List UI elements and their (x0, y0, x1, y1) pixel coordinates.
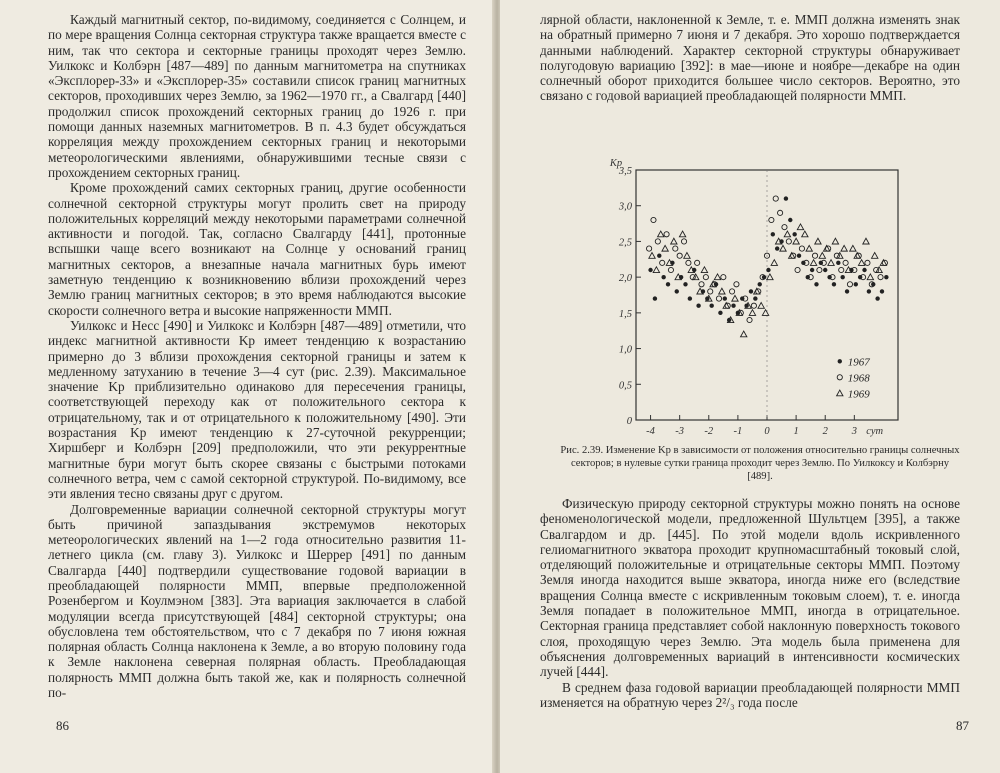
data-point-1968 (843, 260, 848, 265)
data-point-1968 (878, 275, 883, 280)
left-text-column (48, 12, 466, 700)
data-point-1968 (703, 275, 708, 280)
data-point-1968 (747, 317, 752, 322)
x-tick-label: 2 (822, 426, 828, 437)
data-point-1969 (802, 231, 808, 237)
data-point-1969 (793, 238, 799, 244)
left-paragraph-4: Долговременные вариации солнечной секторной структуры могут быть причиной запаздывания экстремумов некоторых метеорологических явлений на 1—2 года относительно развития 11-летнего цикла (см. главу 3). Уилкокс и Шеррер [491] по данным Свалгарда [440] подтвердили существование годовой вариации в преобладающей полярности ММП, впервые предположенной Розенбергом и Коулмэном [383]. Эта вариация заключается в слабой модуляции всегда присутствующей [484] секторной структуры; она обусловлена тем обстоятельством, что с 7 декабря по 7 июня южная полярная область Солнца наклонена к Земле, а во вторую половину года к Земле наклонена северная полярная область. Преобладающая полярность ММП должна быть такой же, как и полярность солнечной по- (48, 501, 466, 701)
y-tick-label: 2,5 (618, 237, 632, 249)
data-point-1967 (766, 268, 770, 272)
right-paragraph-1: Физическую природу секторной структуры можно понять на основе феноменологической модели, предложенной Шультцем [395], а также Свалгардом и др. [445]. По этой модели вдоль искривленного гелиомагнитного экватора проходит крупномасштабный токовый слой, отделяющий положительные и отрицательные секторы ММП. Поэтому Земля иногда находится выше экватора, иногда ниже его (вследствие вращения Солнца вместе с искривленным токовым слоем), т. е. иногда Земля попадает в положительное ММП, иногда в отрицательное. Секторная граница представляет собой наклонную поверхность токового слоя, проходящую через Землю. Эта модель была применена для объяснения долговременных вариаций в интенсивности космических лучей [444]. (540, 496, 960, 680)
left-paragraph-1: Каждый магнитный сектор, по-видимому, соединяется с Солнцем, и по мере вращения Солнца секторная структура также вращается вместе с ним, так что сектора и секторные границы проходят через Землю. Уилкокс и Колбэрн [487—489] по данным магнитометра на спутниках «Эксплорер-33» и «Эксплорер-35» составили список границ магнитных секторов, проходивших через Землю, за 1962—1970 гг., а Свалгард [440] продолжил список прохождений секторных границ до 1926 г. при помощи данных наземных магнитометров. В п. 4.3 будет обсуждаться корреляция между прохождением секторных границ и некоторыми метеорологическими явлениями, обнаружившими тесные связи с прохождением секторных границ. (48, 12, 466, 180)
data-point-1967 (810, 268, 814, 272)
data-point-1969 (815, 238, 821, 244)
data-point-1968 (812, 253, 817, 258)
legend-marker-1967 (838, 359, 842, 363)
x-tick-label: -4 (646, 426, 655, 437)
y-axis-label: Kp (609, 158, 623, 169)
data-point-1969 (810, 260, 816, 266)
data-point-1967 (648, 268, 652, 272)
data-point-1969 (767, 274, 773, 280)
data-point-1967 (880, 289, 884, 293)
data-point-1969 (850, 245, 856, 251)
data-point-1969 (749, 310, 755, 316)
data-point-1968 (721, 275, 726, 280)
right-top-text (540, 12, 960, 104)
data-point-1968 (773, 196, 778, 201)
data-point-1968 (668, 267, 673, 272)
y-tick-label: 3,0 (618, 201, 632, 213)
data-point-1967 (653, 296, 657, 300)
data-point-1969 (819, 253, 825, 259)
data-point-1968 (677, 253, 682, 258)
legend-marker-1968 (837, 375, 842, 380)
data-point-1967 (823, 268, 827, 272)
data-point-1968 (708, 289, 713, 294)
left-page (0, 0, 496, 773)
right-bottom-text (540, 496, 960, 710)
data-point-1969 (653, 267, 659, 273)
x-tick-label: -2 (704, 426, 714, 437)
x-tick-label: 1 (793, 426, 799, 437)
data-point-1969 (841, 245, 847, 251)
data-point-1968 (716, 296, 721, 301)
data-point-1967 (723, 296, 727, 300)
data-point-1967 (683, 282, 687, 286)
data-point-1969 (741, 331, 747, 337)
y-tick-label: 0 (626, 416, 632, 427)
data-point-1968 (778, 210, 783, 215)
data-point-1967 (758, 282, 762, 286)
data-point-1967 (854, 282, 858, 286)
y-tick-label: 3,5 (618, 166, 632, 177)
x-tick-label: 3 (851, 426, 857, 437)
data-point-1968 (729, 289, 734, 294)
data-point-1967 (661, 275, 665, 279)
data-point-1967 (788, 218, 792, 222)
data-point-1968 (660, 260, 665, 265)
y-tick-label: 0,5 (618, 380, 632, 392)
data-point-1968 (782, 225, 787, 230)
right-paragraph-continued: лярной области, наклоненной к Земле, т. е. ММП должна изменять знак на обратный примерно 7 июня и 7 декабря. Это хорошо подтверждается данными наблюдений. Характер секторной структуры обнаруживает полугодовую вариацию [392]: в мае—июне и ноябре—декабре на один солнечный оборот приходится большее число секторов. Вероятно, это связано с годовой вариацией преобладающей полярности ММП. (540, 12, 960, 104)
chart-points (647, 196, 889, 337)
data-point-1968 (786, 239, 791, 244)
data-point-1968 (769, 217, 774, 222)
data-point-1968 (699, 282, 704, 287)
left-paragraph-2: Кроме прохождений самих секторных границ, другие особенности солнечной секторной структуры могут пролить свет на природу положительных корреляций между некоторыми параметрами солнечной активности и погодой. Так, согласно Свалгарду [441], протонные вспышки чаще всего возникают на Солнце у оснований границ магнитных секторов, а внезапные начала магнитных бурь имеют заметную тенденцию к возникновению вблизи прохождений через Землю границ магнитных секторов; в это время наблюдаются высокие скорости солнечного ветра и высокие напряженности ММП. (48, 180, 466, 318)
data-point-1969 (828, 260, 834, 266)
data-point-1967 (696, 304, 700, 308)
data-point-1969 (832, 238, 838, 244)
data-point-1968 (847, 282, 852, 287)
data-point-1967 (875, 296, 879, 300)
data-point-1969 (784, 231, 790, 237)
legend-label-1968: 1968 (847, 372, 870, 385)
y-tick-label: 1,5 (618, 308, 632, 320)
data-point-1969 (762, 310, 768, 316)
page-number-left: 86 (56, 718, 69, 733)
data-point-1968 (647, 246, 652, 251)
data-point-1968 (695, 260, 700, 265)
data-point-1969 (649, 253, 655, 259)
x-tick-label: 0 (764, 426, 770, 437)
data-point-1967 (792, 232, 796, 236)
data-point-1968 (673, 246, 678, 251)
data-point-1968 (865, 260, 870, 265)
data-point-1969 (719, 288, 725, 294)
data-point-1967 (867, 289, 871, 293)
data-point-1967 (814, 282, 818, 286)
right-page (500, 0, 1000, 773)
data-point-1967 (840, 275, 844, 279)
data-point-1969 (662, 245, 668, 251)
data-point-1969 (732, 295, 738, 301)
data-point-1968 (751, 303, 756, 308)
data-point-1969 (863, 238, 869, 244)
x-tick-label: -3 (675, 426, 685, 437)
data-point-1967 (749, 289, 753, 293)
data-point-1969 (671, 238, 677, 244)
data-point-1969 (701, 267, 707, 273)
data-point-1968 (655, 239, 660, 244)
data-point-1969 (858, 260, 864, 266)
x-axis-label: сут (866, 426, 884, 437)
left-paragraph-3: Уилкокс и Несс [490] и Уилкокс и Колбэрн [487—489] отметили, что индекс магнитной активности Kр имеет тенденцию к возрастанию примерно до 3 вблизи прохождения секторной границы и затем к медленному затуханию в течение 3—4 сут (рис. 2.39). Максимальное значение Kр приблизительно одинаково для пересечения границы, соответствующей переходу как от положительного сектора к отрицательному, так и от отрицательного к положительному [490]. Эти возрастания Kр имеют тенденцию к 27-суточной рекурренции; Хиршберг и Колбэрн [209] предположили, что эти рекуррентные магнитные бури могут быть скорее связаны с быстрыми потоками солнечного ветра, чем с самой секторной структурой. По-видимому, все эти явления тесно связаны друг с другом. (48, 317, 466, 502)
data-point-1969 (780, 245, 786, 251)
data-point-1967 (675, 289, 679, 293)
data-point-1969 (658, 231, 664, 237)
legend-label-1969: 1969 (847, 388, 870, 401)
data-point-1968 (686, 260, 691, 265)
data-point-1967 (797, 254, 801, 258)
data-point-1967 (688, 296, 692, 300)
data-point-1969 (771, 260, 777, 266)
data-point-1968 (681, 239, 686, 244)
data-point-1968 (817, 267, 822, 272)
data-point-1967 (753, 296, 757, 300)
data-point-1968 (795, 267, 800, 272)
data-point-1969 (872, 253, 878, 259)
x-tick-label: -1 (733, 426, 743, 437)
data-point-1969 (679, 231, 685, 237)
data-point-1968 (734, 282, 739, 287)
data-point-1968 (651, 217, 656, 222)
y-tick-label: 1,0 (618, 344, 632, 356)
data-point-1967 (862, 268, 866, 272)
legend-label-1967: 1967 (847, 356, 870, 369)
data-point-1967 (836, 261, 840, 265)
chart-legend (837, 356, 871, 400)
page-number-right: 87 (956, 718, 969, 733)
data-point-1969 (797, 224, 803, 230)
data-point-1969 (684, 253, 690, 259)
data-point-1967 (666, 282, 670, 286)
data-point-1967 (709, 304, 713, 308)
right-paragraph-2: В среднем фаза годовой вариации преобладающей полярности ММП изменяется на обратную через 2²/₃ года после (540, 679, 960, 710)
data-point-1967 (657, 254, 661, 258)
data-point-1967 (884, 275, 888, 279)
data-point-1967 (784, 196, 788, 200)
data-point-1967 (775, 246, 779, 250)
data-point-1968 (799, 246, 804, 251)
data-point-1967 (845, 289, 849, 293)
data-point-1968 (664, 232, 669, 237)
kp-scatter-chart (598, 152, 938, 447)
data-point-1969 (867, 274, 873, 280)
data-point-1968 (839, 267, 844, 272)
y-tick-label: 2,0 (618, 273, 632, 285)
data-point-1969 (758, 303, 764, 309)
data-point-1967 (718, 311, 722, 315)
data-point-1967 (731, 304, 735, 308)
data-point-1967 (771, 232, 775, 236)
data-point-1969 (806, 245, 812, 251)
data-point-1967 (832, 282, 836, 286)
data-point-1969 (714, 274, 720, 280)
kp-figure (598, 152, 938, 447)
legend-marker-1969 (837, 390, 843, 396)
figure-caption: Рис. 2.39. Изменение Kр в зависимости от положения относительно границы солнечных секторов; в нулевые сутки граница проходит через Землю. По Уилкоксу и Колбэрну [489]. (560, 445, 960, 482)
